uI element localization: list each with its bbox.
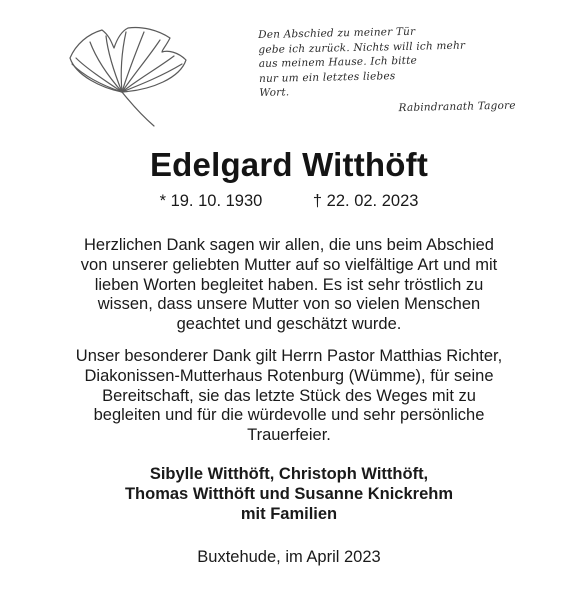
text-line: Herzlichen Dank sagen wir allen, die uns beim Abschied [84, 236, 494, 254]
quote-line: Wort. [259, 86, 290, 100]
thanks-paragraph [30, 236, 548, 335]
quote-line: gebe ich zurück. Nichts will ich mehr [258, 39, 466, 56]
handwritten-quote [258, 22, 530, 118]
signature-line: mit Familien [240, 505, 338, 523]
text-line: lieben Worten begleitet haben. Es ist sehr tröstlich zu [94, 275, 484, 294]
birth-date: * 19. 10. 1930 [159, 192, 263, 210]
text-line: von unserer geliebten Mutter auf so vielfältige Art und mit [80, 255, 498, 274]
special-thanks-paragraph [30, 347, 548, 446]
text-line: geachtet und geschätzt wurde. [176, 315, 402, 334]
quote-line: aus meinem Hause. Ich bitte [258, 54, 418, 71]
quote-line: Den Abschied zu meiner Tür [258, 25, 416, 41]
life-dates [0, 192, 578, 211]
text-line: wissen, dass unsere Mutter von so vielen Menschen [97, 295, 481, 314]
family-signature [30, 464, 548, 524]
text-line: Trauerfeier. [247, 426, 331, 445]
text-line: Bereitschaft, sie das letzte Stück des Weges mit zu [102, 386, 476, 405]
signature-line: Sibylle Witthöft, Christoph Witthöft, [149, 465, 429, 483]
death-date: † 22. 02. 2023 [312, 192, 419, 210]
text-line: Diakonissen-Mutterhaus Rotenburg (Wümme), für seine [84, 366, 494, 385]
deceased-name: Edelgard Witthöft [149, 146, 429, 183]
quote-line: nur um ein letztes liebes [258, 69, 396, 85]
text-line: begleiten und für die würdevolle und sehr persönliche [93, 406, 485, 425]
signature-line: Thomas Witthöft und Susanne Knickrehm [124, 485, 454, 503]
quote-author: Rabindranath Tagore [398, 99, 516, 115]
place-and-date: Buxtehude, im April 2023 [197, 548, 381, 566]
text-line: Unser besonderer Dank gilt Herrn Pastor Matthias Richter, [75, 347, 503, 365]
ginkgo-leaf-icon [62, 22, 192, 134]
